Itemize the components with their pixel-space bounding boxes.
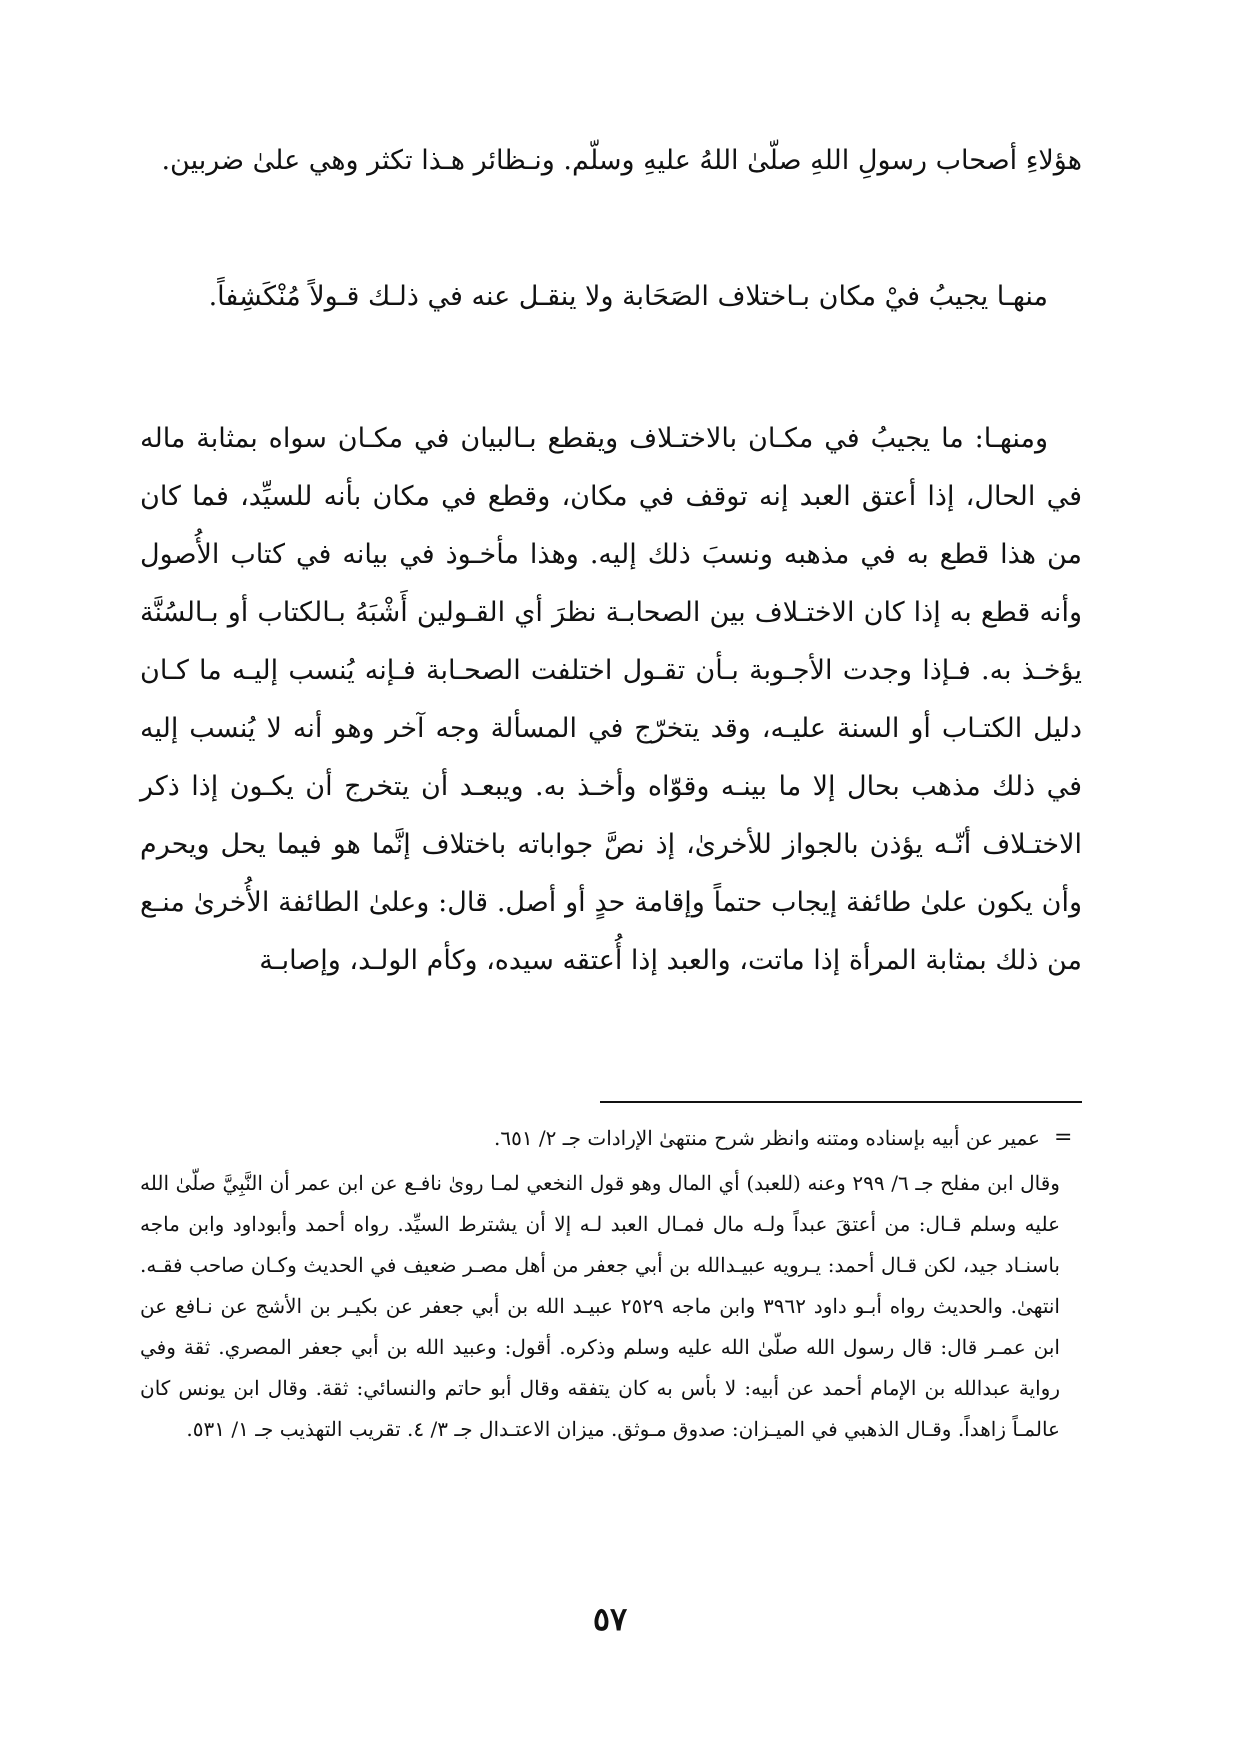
footnote-continuation: عمير عن أبيه بإسناده ومتنه وانظر شرح منتهىٰ الإرادات جـ ٢/ ٦٥١.	[493, 1126, 1040, 1150]
paragraph-text: ومنهـا: ما يجيبُ في مكـان بالاختـلاف ويقطع بـالبيان في مكـان سواه بمثابة ماله في الحال، إذا أعتق العبد إنه توقف في مكان، وقطع في مكان بأنه للسيِّد، فما كان من هذا قطع به في مذهبه ونسبَ ذلك إليه. وهذا مأخـوذ في بيانه في كتاب الأُصول وأنه قطع به إذا كان الاختـلاف بين الصحابـة نظرَ أي القـولين أَشْبَهُ بـالكتاب أو بـالسُنَّة يؤخـذ به. فـإذا وجدت الأجـوبة بـأن تقـول اختلفت الصحـابة فـإنه يُنسب إليـه ما كـان دليل الكتـاب أو السنة عليـه، وقد يتخرّج في المسألة وجه آخر وهو أنه لا يُنسب إليه في ذلك مذهب بحال إلا ما بينـه وقوّاه وأخـذ به. ويبعـد أن يتخرج أن يكـون إذا ذكر الاختـلاف أنّـه يؤذن بالجواز للأخرىٰ، إذ نصَّ جواباته باختلاف إنَّما هو فيما يحل ويحرم وأن يكون علىٰ طائفة إيجاب حتماً وإقامة حدٍ أو أصل. قال: وعلىٰ الطائفة الأُخرىٰ منـع من ذلك بمثابة المرأة إذا ماتت، والعبد إذا أُعتقه سيده، وكأم الولـد، وإصابـة	[140, 423, 1082, 976]
page-number: ٥٧	[592, 1600, 628, 1638]
paragraph-text: هؤلاءِ أصحاب رسولِ اللهِ صلّىٰ اللهُ عليهِ وسلّم. ونـظائر هـذا تكثر وهي علىٰ ضربين.	[161, 145, 1082, 176]
footnote-divider	[600, 1101, 1082, 1103]
footnote-continuation-marker: =	[1054, 1125, 1073, 1150]
main-paragraph-2	[140, 268, 1082, 326]
footnote-body: وقال ابن مفلح جـ ٦/ ٢٩٩ وعنه (للعبد) أي المال وهو قول النخعي لمـا روىٰ نافـع عن ابن عمر أن النَّبِيَّ صلّىٰ الله عليه وسلم قـال: من أعتقَ عبداً ولـه مال فمـال العبد لـه إلا أن يشترط السيِّد. رواه أحمد وأبوداود وابن ماجه باسنـاد جيد، لكن قـال أحمد: يـرويه عبيـدالله بن أبي جعفر من أهل مصـر ضعيف في الحديث وكـان صاحب فقـه. انتهىٰ. والحديث رواه أبـو داود ٣٩٦٢ وابن ماجه ٢٥٢٩ عبيـد الله بن أبي جعفر عن بكيـر بن الأشج عن نـافع عن ابن عمـر قال: قال رسول الله صلّىٰ الله عليه وسلم وذكره. أقول: وعبيد الله بن أبي جعفر المصري. ثقة وفي رواية عبدالله بن الإمام أحمد عن أبيه: لا بأس به كان يتفقه وقال أبو حاتم والنسائي: ثقة. وقال ابن يونس كان عالمـاً زاهداً. وقـال الذهبي في الميـزان: صدوق مـوثق. ميزان الاعتـدال جـ ٣/ ٤. تقريب التهذيب جـ ١/ ٥٣١.	[140, 1171, 1060, 1441]
main-paragraph-1	[140, 132, 1082, 190]
paragraph-text: منهـا يجيبُ فيْ مكان بـاختلاف الصَحَابة ولا ينقـل عنه في ذلـك قـولاً مُنْكَشِفاً.	[208, 281, 1048, 312]
main-paragraph-3	[140, 410, 1082, 990]
